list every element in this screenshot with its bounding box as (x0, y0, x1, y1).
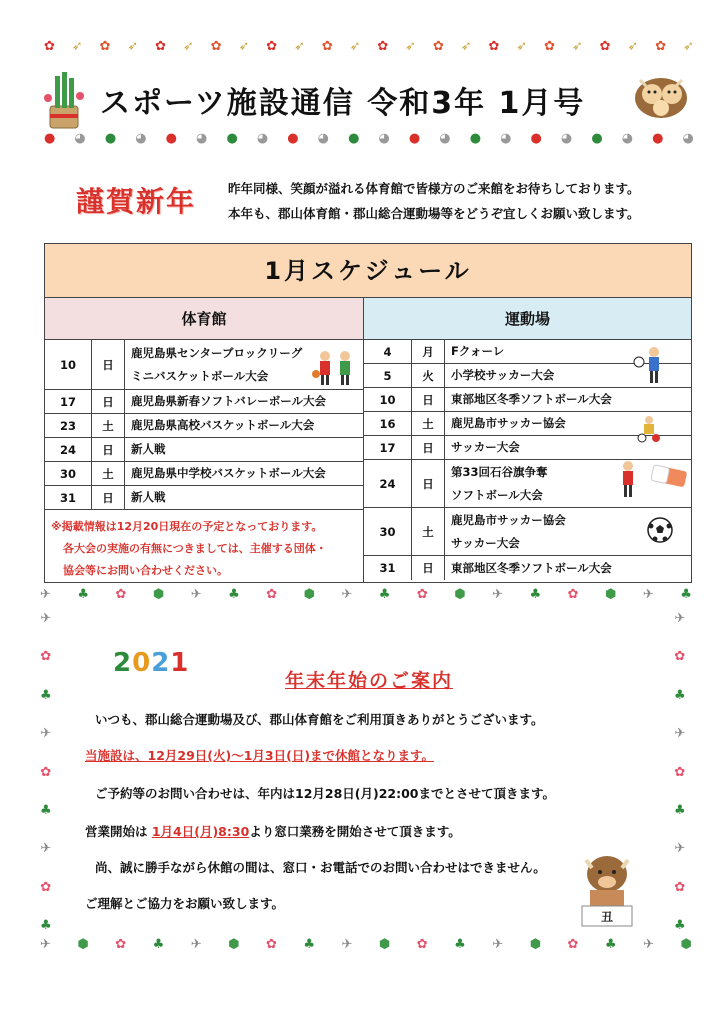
plum-icon: ✿ (40, 649, 52, 665)
soccer-ball-icon (646, 516, 674, 544)
note-line-1: ※掲載情報は12月20日現在の予定となっております。 (51, 520, 323, 533)
year-2021-graphic (113, 648, 189, 678)
weekday-cell: 土 (412, 508, 445, 555)
pine-icon: ♣ (77, 587, 90, 602)
crane-icon: ✈ (492, 937, 504, 952)
pine-icon: ♣ (40, 802, 52, 818)
maneki-neko-icon: ◕ (135, 131, 147, 146)
plum-icon: ✿ (674, 879, 686, 895)
day-cell: 31 (364, 556, 412, 580)
plum-icon: ✿ (40, 764, 52, 780)
pine-icon: ♣ (674, 802, 686, 818)
weekday-cell: 月 (412, 340, 445, 363)
plum-icon: ✿ (416, 937, 428, 952)
year-digit: 0 (132, 648, 152, 678)
plum-icon: ✿ (567, 937, 579, 952)
notice-line-4 (85, 822, 461, 840)
daruma-icon: ● (652, 131, 664, 146)
pine-icon: ♣ (303, 937, 316, 952)
weekday-cell: 日 (412, 460, 445, 507)
maneki-neko-icon: ◕ (439, 131, 451, 146)
turtle-icon: ⬢ (680, 937, 692, 952)
event-text: 第33回石谷旗争奪 (451, 464, 548, 479)
notice-right-border (674, 612, 686, 932)
turtle-icon: ⬢ (152, 587, 165, 602)
event-text: Fクォーレ (451, 344, 505, 358)
crane-icon: ✈ (674, 726, 686, 742)
crane-icon: ✈ (190, 587, 202, 602)
new-year-notice (40, 588, 692, 958)
header (40, 38, 690, 158)
ox-calligraphy-icon (576, 850, 638, 930)
maneki-neko-icon: ◕ (560, 131, 573, 146)
turtle-icon: ⬢ (303, 587, 315, 602)
maneki-neko-icon: ◕ (196, 131, 208, 146)
turtle-icon: ⬢ (604, 587, 617, 602)
crane-icon: ✈ (40, 937, 51, 952)
crane-icon: ✈ (674, 611, 686, 626)
daruma-icon: ● (530, 131, 542, 146)
daruma-icon: ● (226, 131, 238, 146)
weekday-cell: 日 (412, 436, 445, 459)
daruma-icon: ● (591, 131, 603, 146)
weekday-cell: 火 (412, 364, 445, 387)
day-cell: 24 (364, 460, 412, 507)
weekday-cell: 土 (92, 414, 125, 437)
notice-left-border (40, 612, 52, 932)
maneki-neko-icon: ◕ (621, 131, 634, 146)
weekday-cell: 日 (412, 388, 445, 411)
event-cell (125, 462, 363, 485)
kids-soccer-icon (634, 414, 664, 444)
event-text: 新人戦 (131, 442, 166, 456)
weekday-cell: 日 (92, 486, 125, 509)
pine-icon: ♣ (40, 918, 52, 933)
turtle-icon: ⬢ (77, 937, 89, 952)
maneki-neko-icon: ◕ (317, 131, 329, 146)
year-digit: 2 (113, 648, 133, 678)
weekday-cell: 日 (92, 438, 125, 461)
plum-icon: ✿ (266, 587, 278, 602)
weekday-cell: 土 (92, 462, 125, 485)
spinning-top-icon: ✿ (432, 39, 444, 54)
plum-icon: ✿ (40, 879, 52, 895)
event-text: ソフトボール大会 (451, 487, 543, 502)
notice-bottom-border (40, 938, 692, 951)
event-text: サッカー大会 (451, 440, 520, 454)
event-cell (125, 486, 363, 509)
event-cell (125, 390, 363, 413)
spinning-top-icon: ✿ (155, 39, 167, 54)
daruma-icon: ● (469, 131, 482, 146)
event-cell (125, 438, 363, 461)
event-text: 東部地区冬季ソフトボール大会 (451, 392, 612, 406)
day-cell: 10 (45, 340, 92, 389)
table-row (45, 414, 363, 438)
turtle-icon: ⬢ (228, 937, 240, 952)
event-text: 鹿児島県高校バスケットボール大会 (131, 418, 315, 432)
weekday-cell: 日 (92, 390, 125, 413)
pine-icon: ♣ (454, 937, 466, 952)
table-row (45, 486, 363, 510)
maneki-neko-icon: ◕ (500, 131, 512, 146)
maneki-neko-icon: ◕ (74, 131, 86, 146)
page-title: スポーツ施設通信 令和3年 1月号 (100, 86, 586, 121)
crane-icon: ✈ (341, 587, 353, 602)
arrow-icon: ➶ (460, 39, 472, 54)
crane-icon: ✈ (190, 937, 202, 952)
arrow-icon: ➶ (349, 39, 361, 54)
notice-line-1: いつも、郡山総合運動場及び、郡山体育館をご利用頂きありがとうございます。 (95, 712, 544, 727)
softball-players-icon (616, 458, 688, 502)
schedule-title: 1月スケジュール (45, 244, 691, 298)
event-text: 鹿児島市サッカー協会 (451, 416, 566, 430)
maneki-neko-icon: ◕ (378, 131, 390, 146)
daruma-icon: ● (287, 131, 299, 146)
turtle-icon: ⬢ (378, 937, 391, 952)
notice-line-4-a: 営業開始は (85, 824, 152, 839)
crane-icon: ✈ (40, 587, 51, 602)
gym-header: 体育館 (45, 298, 363, 340)
notice-line-5: 尚、誠に勝手ながら休館の間は、窓口・お電話でのお問い合わせはできません。 (95, 860, 546, 875)
pine-icon: ♣ (40, 687, 52, 703)
pine-icon: ♣ (604, 937, 617, 952)
event-cell (445, 388, 691, 411)
day-cell: 23 (45, 414, 92, 437)
table-row (45, 390, 363, 414)
crane-icon: ✈ (642, 587, 654, 602)
daruma-icon: ● (348, 131, 360, 146)
plum-icon: ✿ (115, 937, 127, 952)
daruma-icon: ● (165, 131, 177, 146)
crane-icon: ✈ (40, 841, 52, 857)
notice-line-3: ご予約等のお問い合わせは、年内は12月28日(月)22:00までとさせて頂きます。 (95, 786, 556, 801)
greeting-line-2: 本年も、郡山体育館・郡山総合運動場等をどうぞ宜しくお願い致します。 (228, 206, 640, 221)
schedule-note (45, 510, 363, 582)
plum-icon: ✿ (674, 764, 686, 780)
spinning-top-icon: ✿ (210, 39, 222, 54)
kadomatsu-icon (40, 70, 88, 130)
notice-closure-line: 当施設は、12月29日(火)～1月3日(日)まで休館となります。 (85, 748, 435, 763)
year-digit: 1 (170, 648, 190, 678)
table-row (364, 388, 691, 412)
notice-line-6: ご理解とご協力をお願い致します。 (85, 896, 285, 911)
arrow-icon: ➶ (571, 39, 583, 54)
daruma-icon: ● (104, 131, 117, 146)
event-text: 東部地区冬季ソフトボール大会 (451, 560, 612, 575)
weekday-cell: 日 (92, 340, 125, 389)
event-cell (125, 414, 363, 437)
day-cell: 30 (45, 462, 92, 485)
svg-text:丑: 丑 (600, 910, 614, 924)
day-cell: 4 (364, 340, 412, 363)
gym-column (45, 298, 364, 582)
pine-icon: ♣ (378, 587, 391, 602)
event-cell (445, 556, 691, 580)
arrow-icon: ➶ (627, 39, 639, 54)
day-cell: 30 (364, 508, 412, 555)
crane-icon: ✈ (341, 937, 353, 952)
spinning-top-icon: ✿ (599, 39, 611, 54)
table-row (45, 462, 363, 486)
schedule-table (44, 243, 692, 583)
arrow-icon: ➶ (238, 39, 250, 54)
basketball-players-icon (311, 346, 359, 390)
notice-line-4-c: より窓口業務を開始させて頂きます。 (249, 824, 461, 839)
arrow-icon: ➶ (71, 39, 83, 54)
arrow-icon: ➶ (682, 39, 694, 54)
day-cell: 24 (45, 438, 92, 461)
arrow-icon: ➶ (182, 39, 194, 54)
field-column (364, 298, 691, 582)
pine-icon: ♣ (228, 587, 240, 602)
day-cell: 17 (364, 436, 412, 459)
pine-icon: ♣ (680, 587, 692, 602)
spinning-top-icon: ✿ (544, 39, 555, 54)
event-text: 鹿児島県中学校バスケットボール大会 (131, 466, 326, 480)
greeting-title: 謹賀新年 (76, 185, 197, 218)
greeting-line-1: 昨年同様、笑顔が溢れる体育館で皆様方のご来館をお待ちしております。 (228, 181, 640, 196)
spinning-top-icon: ✿ (44, 39, 55, 54)
spinning-top-icon: ✿ (655, 39, 667, 54)
note-line-2: 各大会の実施の有無につきましては、主催する団体・ (63, 542, 327, 555)
greeting-text (228, 176, 640, 226)
pine-icon: ♣ (674, 918, 686, 933)
event-text: サッカー大会 (451, 535, 520, 550)
turtle-icon: ⬢ (454, 587, 466, 602)
crane-icon: ✈ (492, 587, 504, 602)
spinning-top-icon: ✿ (99, 39, 111, 54)
maneki-neko-icon: ◕ (256, 131, 269, 146)
crane-icon: ✈ (40, 726, 52, 742)
plum-icon: ✿ (567, 587, 579, 602)
day-cell: 5 (364, 364, 412, 387)
maneki-neko-icon: ◕ (682, 131, 694, 146)
spinning-top-icon: ✿ (488, 39, 500, 54)
arrow-icon: ➶ (127, 39, 139, 54)
pine-icon: ♣ (674, 687, 686, 703)
soccer-player-icon (632, 344, 672, 390)
event-text: 新人戦 (131, 490, 166, 504)
year-digit: 2 (151, 648, 171, 678)
crane-icon: ✈ (643, 937, 654, 952)
day-cell: 31 (45, 486, 92, 509)
event-text: ミニバスケットボール大会 (131, 368, 269, 383)
weekday-cell: 土 (412, 412, 445, 435)
weekday-cell: 日 (412, 556, 445, 580)
arrow-icon: ➶ (405, 39, 417, 54)
daruma-icon: ● (44, 131, 56, 146)
notice-open-date: 1月4日(月)8:30 (151, 824, 250, 839)
day-cell: 17 (45, 390, 92, 413)
field-header: 運動場 (364, 298, 691, 340)
notice-top-border (40, 588, 692, 601)
note-line-3: 協会等にお問い合わせください。 (63, 564, 228, 577)
table-row (364, 508, 691, 556)
table-row (364, 556, 691, 580)
day-cell: 16 (364, 412, 412, 435)
spinning-top-icon: ✿ (266, 39, 278, 54)
pine-icon: ♣ (529, 587, 542, 602)
day-cell: 10 (364, 388, 412, 411)
crane-icon: ✈ (674, 841, 686, 857)
spinning-top-icon: ✿ (377, 39, 389, 54)
plum-icon: ✿ (416, 587, 428, 602)
pine-icon: ♣ (152, 937, 165, 952)
arrow-icon: ➶ (516, 39, 528, 54)
event-text: 鹿児島市サッカー協会 (451, 512, 566, 527)
crane-icon: ✈ (40, 611, 52, 626)
ox-family-icon (632, 68, 690, 122)
event-text: 鹿児島県新春ソフトバレーボール大会 (131, 394, 327, 408)
event-text: 小学校サッカー大会 (451, 368, 555, 382)
arrow-icon: ➶ (294, 39, 305, 54)
plum-icon: ✿ (115, 587, 127, 602)
event-text: 鹿児島県センターブロックリーグ (131, 345, 303, 360)
table-row (45, 438, 363, 462)
spinning-top-icon: ✿ (321, 39, 333, 54)
daruma-icon: ● (408, 131, 421, 146)
plum-icon: ✿ (266, 937, 277, 952)
plum-icon: ✿ (674, 649, 686, 665)
turtle-icon: ⬢ (529, 937, 542, 952)
notice-title: 年末年始のご案内 (285, 670, 454, 692)
